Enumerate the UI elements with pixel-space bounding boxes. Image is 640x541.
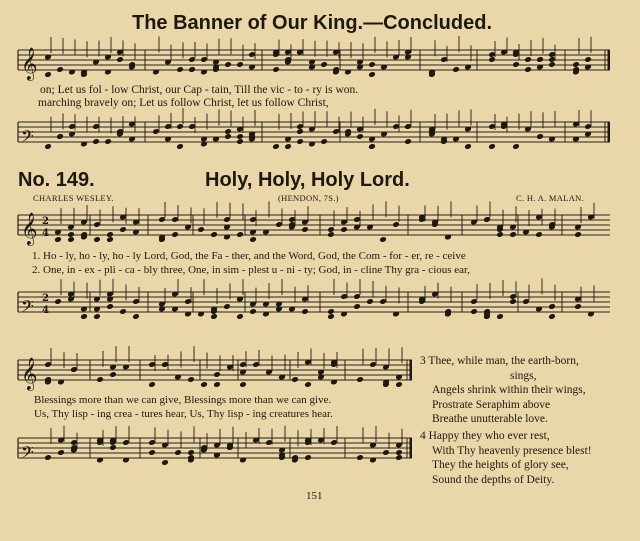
- svg-text:𝄢: 𝄢: [21, 126, 34, 150]
- svg-text:4: 4: [42, 228, 49, 239]
- composer: C. H. A. MALAN.: [516, 193, 585, 203]
- music-staff-bass-top: [0, 110, 640, 170]
- stanza-line: Thee, while man, the earth-born,: [428, 355, 579, 367]
- svg-text:𝄞: 𝄞: [21, 212, 38, 245]
- stanza-line: They the heights of glory see,: [432, 459, 569, 471]
- stanza-line: sings,: [510, 369, 537, 382]
- music-staff-bass-1: [0, 280, 640, 340]
- refrain-line-1: Blessings more than we can give, Blessings more than we can give.: [34, 394, 332, 406]
- verse-2-lyrics: 2. One, in - ex - pli - ca - bly three, One, in sim - plest u - ni - ty; God, in - cline Thy gra - cious ear,: [32, 264, 471, 276]
- stanza-line: Sound the depths of Deity.: [432, 473, 555, 486]
- stanza-number: 4: [420, 430, 426, 442]
- svg-text:𝄢: 𝄢: [21, 296, 34, 320]
- hymn-number: No. 149.: [18, 169, 95, 191]
- svg-text:2: 2: [42, 216, 49, 227]
- hymn-title: Holy, Holy, Holy Lord.: [205, 169, 410, 191]
- lyric-line-top-1: on; Let us fol - low Christ, our Cap - tain, Till the vic - to - ry is won.: [40, 84, 359, 96]
- svg-text:𝄞: 𝄞: [21, 47, 38, 80]
- stanza-4: [420, 429, 592, 487]
- stanza-number: 3: [420, 355, 426, 367]
- verse-1-lyrics: 1. Ho - ly, ho - ly, ho - ly Lord, God, the Fa - ther, and the Word, God, the Com - for - er, re - ceive: [32, 250, 466, 262]
- svg-text:𝄞: 𝄞: [21, 357, 38, 390]
- stanza-line: Happy they who ever rest,: [428, 430, 550, 442]
- stanza-3: [420, 354, 586, 427]
- continued-title: The Banner of Our King.—Concluded.: [132, 12, 492, 34]
- author: CHARLES WESLEY.: [33, 193, 114, 203]
- stanza-line: Angels shrink within their wings,: [432, 384, 586, 396]
- stanza-line: With Thy heavenly presence blest!: [432, 444, 592, 457]
- lyric-line-top-2: marching bravely on; Let us follow Christ, let us follow Christ,: [38, 97, 329, 109]
- refrain-line-2: Us, Thy lisp - ing crea - tures hear, Us, Thy lisp - ing creatures hear.: [34, 408, 333, 420]
- svg-text:4: 4: [42, 305, 49, 316]
- page-number: 151: [306, 490, 323, 502]
- svg-text:𝄢: 𝄢: [21, 442, 34, 466]
- tune-name: (HENDON, 7S.): [278, 193, 339, 203]
- stanza-line: Breathe unutterable love.: [432, 413, 548, 425]
- svg-text:2: 2: [42, 293, 49, 304]
- stanza-line: Prostrate Seraphim above: [432, 398, 551, 411]
